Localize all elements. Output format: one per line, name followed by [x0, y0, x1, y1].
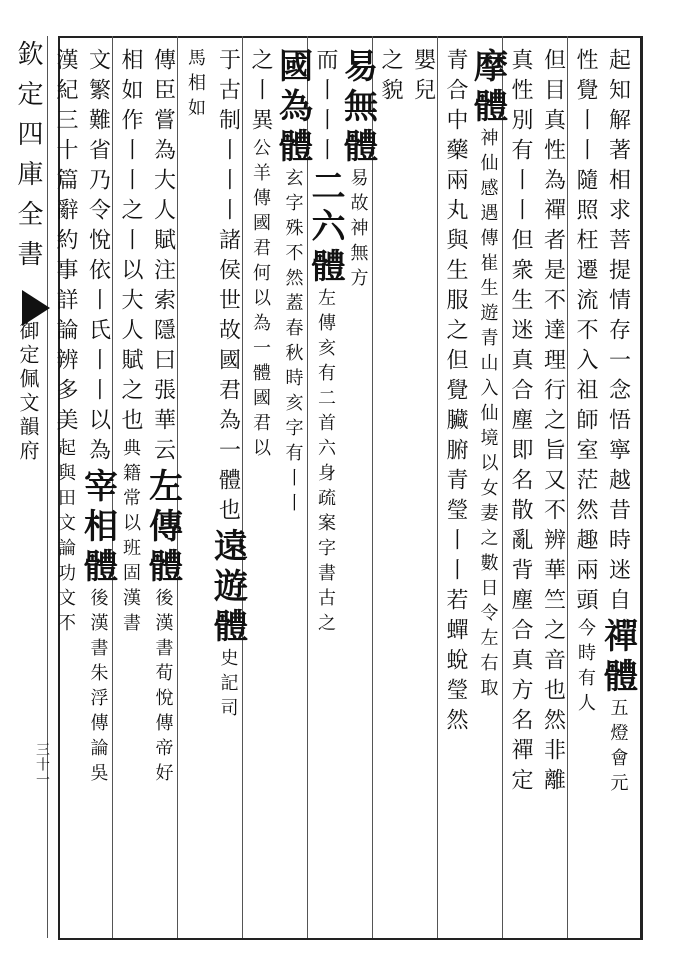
annotation-text: 後漢書荀悅傳帝好 [152, 588, 174, 788]
margin-book-title: 御定佩文韻府 [16, 320, 40, 464]
annotation-text: 後漢書朱浮傳論吳 [87, 588, 109, 788]
annotation-text: 五燈會元 [607, 698, 629, 798]
body-text: 之丨異 [248, 48, 273, 138]
entry-heading: 二六體 [305, 168, 345, 288]
body-text: 真性別有丨丨但衆生迷真合塵即名散亂背塵合真方名禪定 [508, 48, 533, 798]
entry-heading: 易無體 [337, 48, 378, 168]
entry-heading: 禪體 [597, 618, 638, 698]
entry-heading: 宰相體 [77, 468, 118, 588]
entry-heading: 遠遊體 [207, 528, 248, 648]
folio-number: 三十一 [34, 742, 50, 787]
body-text: 青合中藥兩丸與生服之但覺臟腑青瑩丨丨若蟬蛻瑩然 [443, 48, 468, 738]
annotation-text: 玄字殊不然蓋春秋時亥字有丨丨 [282, 168, 304, 518]
body-text: 漢紀三十篇辭約事詳論辨多美 [53, 48, 78, 438]
annotation-text: 今時有人 [575, 618, 596, 718]
annotation-text: 神仙感遇傳崔生遊青山入仙境以女妻之數日令左右取 [477, 128, 499, 703]
annotation-text: 典籍常以班固漢書 [120, 438, 141, 638]
body-text: 相如作丨丨之丨以大人賦之也 [118, 48, 143, 438]
body-text: 之貌 [378, 48, 403, 108]
body-text: 但目真性為禪者是不達理行之旨又不辨華竺之音也然非離 [540, 48, 566, 798]
annotation-text: 左傳亥有二首六身疏案字書古之 [315, 288, 336, 638]
body-text: 起知解著相求菩提情存一念悟寧越昔時迷自 [605, 48, 631, 618]
body-text: 文繁難省乃令悅依丨氏丨丨以為 [85, 48, 111, 468]
margin-title: 欽定四庫全書 [13, 40, 43, 280]
body-text: 性覺丨丨隨照枉遷流不入祖師室茫然趣兩頭 [573, 48, 598, 618]
annotation-text: 公羊傳國君何以為一體國君以 [250, 138, 271, 463]
entry-heading: 左傳體 [142, 468, 183, 588]
annotation-text: 馬相如 [185, 48, 206, 123]
body-text: 而丨丨丨 [313, 48, 338, 168]
annotation-text: 史記司 [217, 648, 239, 723]
body-text: 嬰兒 [410, 48, 436, 108]
entry-heading: 摩體 [467, 48, 508, 128]
entry-heading: 國為體 [272, 48, 313, 168]
body-text: 于古制丨丨丨諸侯世故國君為一體也 [215, 48, 241, 528]
annotation-text: 起與田文論功文不 [55, 438, 76, 638]
annotation-text: 易故神無方 [347, 168, 369, 293]
body-text: 傳臣嘗為大人賦注索隱曰張華云 [150, 48, 176, 468]
